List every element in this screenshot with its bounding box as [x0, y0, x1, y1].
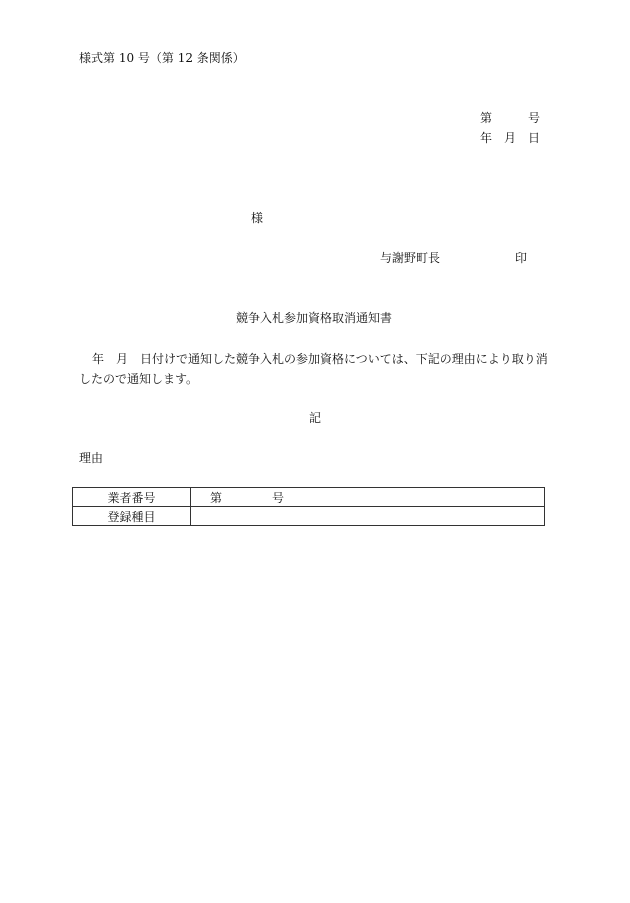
info-table	[72, 487, 545, 526]
issuer-title: 与謝野町長	[380, 251, 441, 265]
doc-number-go: 号	[528, 111, 541, 125]
registration-type-value	[191, 507, 545, 526]
reason-label: 理由	[79, 451, 104, 465]
doc-number-dai: 第	[480, 111, 493, 125]
issuer-seal: 印	[515, 251, 528, 265]
addressee-sama: 様	[251, 211, 264, 225]
notice-body	[79, 349, 551, 389]
date-day: 日	[528, 131, 541, 145]
form-header: 様式第 10 号（第 12 条関係）	[79, 51, 245, 65]
notice-body-line-2: したので通知します。	[79, 372, 199, 386]
notice-body-line-1: 年 月 日付けで通知した競争入札の参加資格については、下記の理由により取り消	[92, 352, 548, 366]
business-number-dai: 第	[210, 490, 223, 505]
registration-type-label: 登録種目	[73, 507, 191, 526]
table-row	[73, 507, 545, 526]
business-number-go: 号	[272, 490, 285, 505]
date-month: 月	[504, 131, 517, 145]
table-row	[73, 488, 545, 507]
document-title: 競争入札参加資格取消通知書	[236, 311, 393, 325]
business-number-label: 業者番号	[73, 488, 191, 507]
business-number-value	[191, 488, 545, 507]
ki-heading: 記	[309, 411, 322, 425]
date-year: 年	[480, 131, 493, 145]
